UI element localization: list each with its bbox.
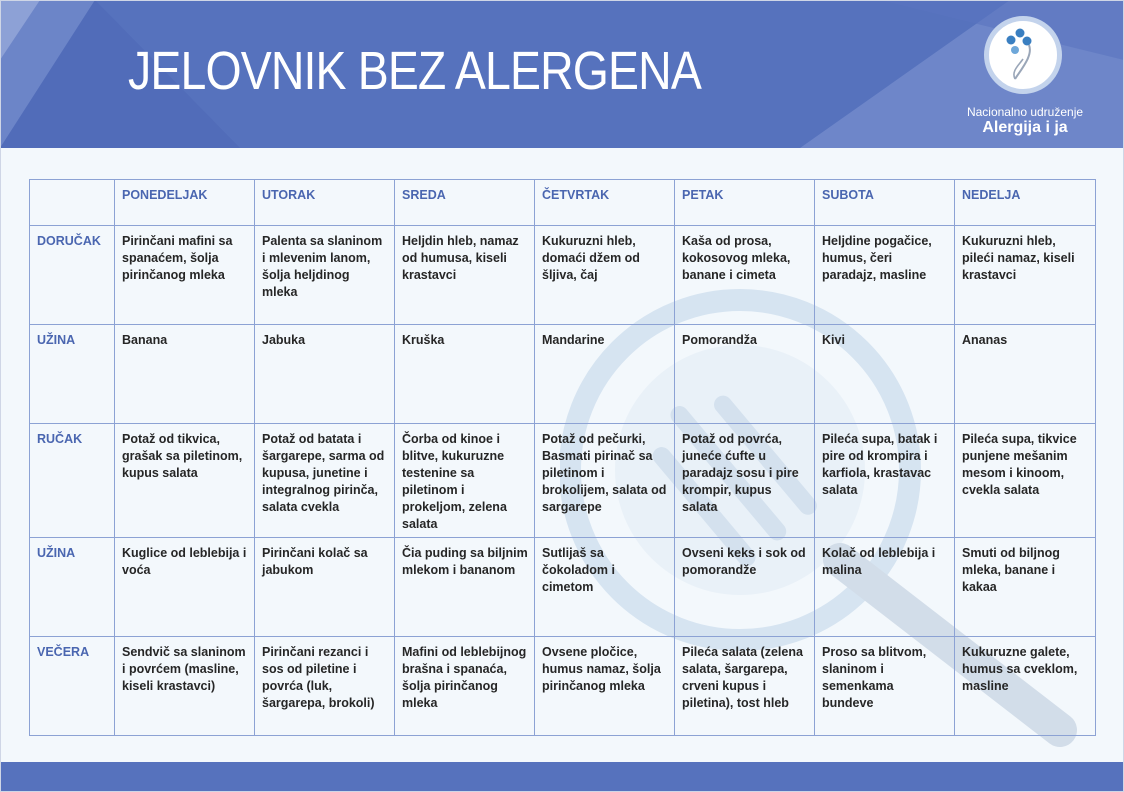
meal-cell: Pomorandža xyxy=(675,325,815,424)
meal-cell: Sutlijaš sa čokoladom i cimetom xyxy=(535,538,675,637)
meal-label: RUČAK xyxy=(30,424,115,538)
meal-label: DORUČAK xyxy=(30,226,115,325)
meal-cell: Proso sa blitvom, slaninom i semenkama bundeve xyxy=(815,637,955,736)
meal-cell: Kuglice od leblebija i voća xyxy=(115,538,255,637)
meal-cell: Kolač od leblebija i malina xyxy=(815,538,955,637)
meal-label: VEČERA xyxy=(30,637,115,736)
page-title: JELOVNIK BEZ ALERGENA xyxy=(128,41,701,101)
meal-cell: Ananas xyxy=(955,325,1096,424)
table-header-row xyxy=(30,180,1096,226)
berries-icon xyxy=(989,21,1057,89)
meal-cell: Čia puding sa biljnim mlekom i bananom xyxy=(395,538,535,637)
organization-name-line2: Alergija i ja xyxy=(982,119,1068,136)
meal-cell: Heljdine pogačice, humus, čeri paradajz, masline xyxy=(815,226,955,325)
meal-cell: Smuti od biljnog mleka, banane i kakaa xyxy=(955,538,1096,637)
meal-cell: Kukuruzni hleb, pileći namaz, kiseli krastavci xyxy=(955,226,1096,325)
meal-cell: Kukuruzne galete, humus sa cveklom, masline xyxy=(955,637,1096,736)
day-header: SREDA xyxy=(395,180,535,226)
table-row xyxy=(30,325,1096,424)
meal-cell: Potaž od tikvica, grašak sa piletinom, kupus salata xyxy=(115,424,255,538)
meal-cell: Pirinčani kolač sa jabukom xyxy=(255,538,395,637)
day-header: UTORAK xyxy=(255,180,395,226)
meal-label: UŽINA xyxy=(30,325,115,424)
meal-cell: Pirinčani mafini sa spanaćem, šolja pirinčanog mleka xyxy=(115,226,255,325)
table-row xyxy=(30,538,1096,637)
meal-cell: Ovsene pločice, humus namaz, šolja pirinčanog mleka xyxy=(535,637,675,736)
meal-cell: Palenta sa slaninom i mlevenim lanom, šolja heljdinog mleka xyxy=(255,226,395,325)
meal-cell: Potaž od povrća, juneće ćufte u paradajz sosu i pire krompir, kupus salata xyxy=(675,424,815,538)
footer-band xyxy=(0,762,1124,792)
day-header: NEDELJA xyxy=(955,180,1096,226)
meal-cell: Potaž od batata i šargarepe, sarma od kupusa, junetine i integralnog pirinča, salata cvekla xyxy=(255,424,395,538)
corner-cell xyxy=(30,180,115,226)
meal-cell: Heljdin hleb, namaz od humusa, kiseli krastavci xyxy=(395,226,535,325)
meal-cell: Kukuruzni hleb, domaći džem od šljiva, čaj xyxy=(535,226,675,325)
day-header: ČETVRTAK xyxy=(535,180,675,226)
meal-cell: Mandarine xyxy=(535,325,675,424)
table-row xyxy=(30,226,1096,325)
meal-cell: Kivi xyxy=(815,325,955,424)
day-header: PONEDELJAK xyxy=(115,180,255,226)
meal-cell: Pileća supa, tikvice punjene mešanim mesom i kinoom, cvekla salata xyxy=(955,424,1096,538)
table-row xyxy=(30,637,1096,736)
table-row xyxy=(30,424,1096,538)
meal-cell: Ovseni keks i sok od pomorandže xyxy=(675,538,815,637)
organization-logo xyxy=(984,16,1062,94)
header-banner xyxy=(0,0,1124,148)
meal-cell: Pileća supa, batak i pire od krompira i karfiola, krastavac salata xyxy=(815,424,955,538)
meal-cell: Jabuka xyxy=(255,325,395,424)
meal-cell: Pirinčani rezanci i sos od piletine i povrća (luk, šargarepa, brokoli) xyxy=(255,637,395,736)
meal-cell: Kruška xyxy=(395,325,535,424)
meal-cell: Kaša od prosa, kokosovog mleka, banane i cimeta xyxy=(675,226,815,325)
day-header: PETAK xyxy=(675,180,815,226)
meal-cell: Potaž od pečurki, Basmati pirinač sa piletinom i brokolijem, salata od sargarepe xyxy=(535,424,675,538)
weekly-menu-table xyxy=(29,179,1096,736)
meal-cell: Čorba od kinoe i blitve, kukuruzne testenine sa piletinom i prokeljom, zelena salata xyxy=(395,424,535,538)
organization-name-line1: Nacionalno udruženje xyxy=(966,105,1084,119)
meal-cell: Sendvič sa slaninom i povrćem (masline, kiseli krastavci) xyxy=(115,637,255,736)
meal-cell: Pileća salata (zelena salata, šargarepa, crveni kupus i piletina), tost hleb xyxy=(675,637,815,736)
meal-cell: Banana xyxy=(115,325,255,424)
day-header: SUBOTA xyxy=(815,180,955,226)
meal-label: UŽINA xyxy=(30,538,115,637)
meal-cell: Mafini od leblebijnog brašna i spanaća, šolja pirinčanog mleka xyxy=(395,637,535,736)
